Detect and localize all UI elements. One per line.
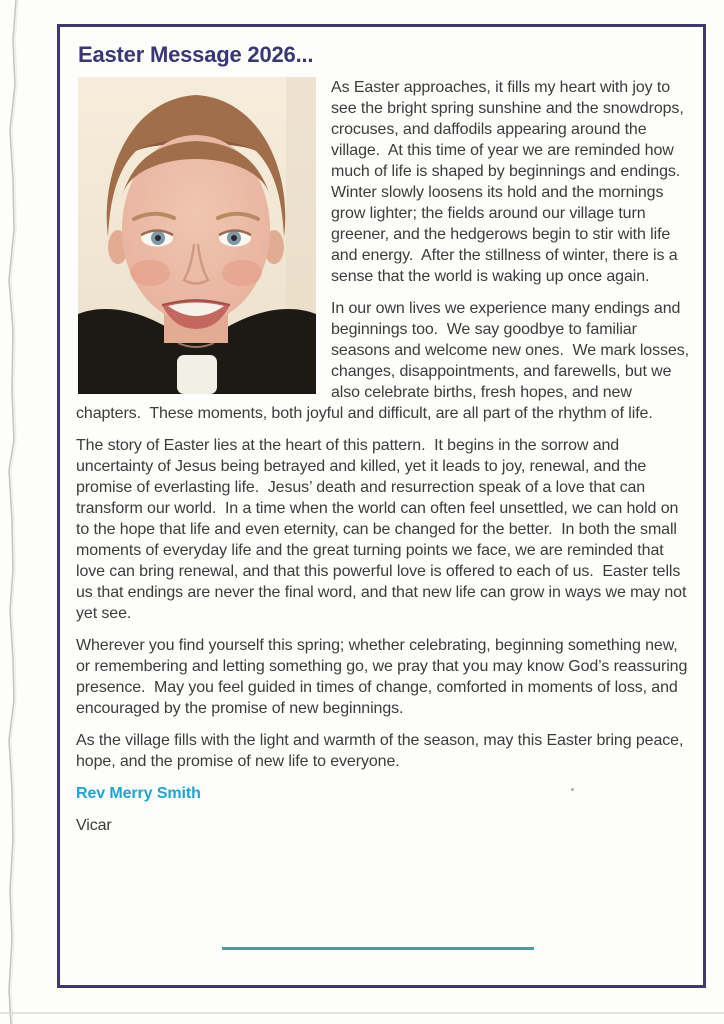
right-eye (219, 230, 251, 247)
vicar-portrait-illustration (78, 77, 316, 394)
paragraph-5: As the village fills with the light and warmth of the season, may this Easter bring peace, hope, and the promise of new life to everyone. (76, 732, 688, 770)
article-body (76, 77, 695, 836)
paragraph-3: The story of Easter lies at the heart of this pattern. It begins in the sorrow and uncertainty of Jesus being betrayed and killed, yet it leads to joy, renewal, and the promise of everlasting life. Jesus’ death and resurrection speak of a love that can transform our world. In a time when the world can often feel unsettled, we can hold on to the hope that life and even eternity, can be changed for the better. In both the small moments of everyday life and the great turning points we face, we are reminded that love can bring renewal, and that this powerful love is offered to each of us. Easter tells us that endings are never the final word, and that new life can grow in ways we may not yet see. (76, 437, 691, 622)
scan-artifact-line (0, 1012, 724, 1014)
teal-divider-line (222, 947, 534, 950)
paragraph-4: Wherever you find yourself this spring; whether celebrating, beginning something new, or remembering and letting something go, we pray that you may know God’s reassuring presence. May you feel guided in times of change, comforted in moments of loss, and encouraged by the promise of new beginnings. (76, 637, 692, 717)
paragraph-1: As Easter approaches, it fills my heart with joy to see the bright spring sunshine and the snowdrops, crocuses, and daffodils appearing around the village. At this time of year we are reminded how much of life is shaped by beginnings and endings. Winter slowly loosens its hold and the mornings grow lighter; the fields around our village turn greener, and the hedgerows begin to stir with life and energy. After the stillness of winter, there is a sense that the world is waking up once again. (331, 79, 689, 285)
vicar-portrait-photo (78, 77, 316, 394)
scan-speckle (571, 788, 574, 791)
left-eye (141, 230, 173, 247)
article-frame (57, 24, 706, 988)
torn-paper-edge (0, 0, 30, 1024)
paragraph-2: In our own lives we experience many endings and beginnings too. We say goodbye to familiar seasons and welcome new ones. We mark losses, changes, disappointments, and farewells, but we also celebrate births, fresh hopes, and new chapters. These moments, both joyful and difficult, are all part of the rhythm of life. (76, 300, 694, 422)
page-title: Easter Message 2026... (78, 42, 314, 67)
signature-role: Vicar (76, 817, 112, 834)
signature-name: Rev Merry Smith (76, 785, 201, 802)
